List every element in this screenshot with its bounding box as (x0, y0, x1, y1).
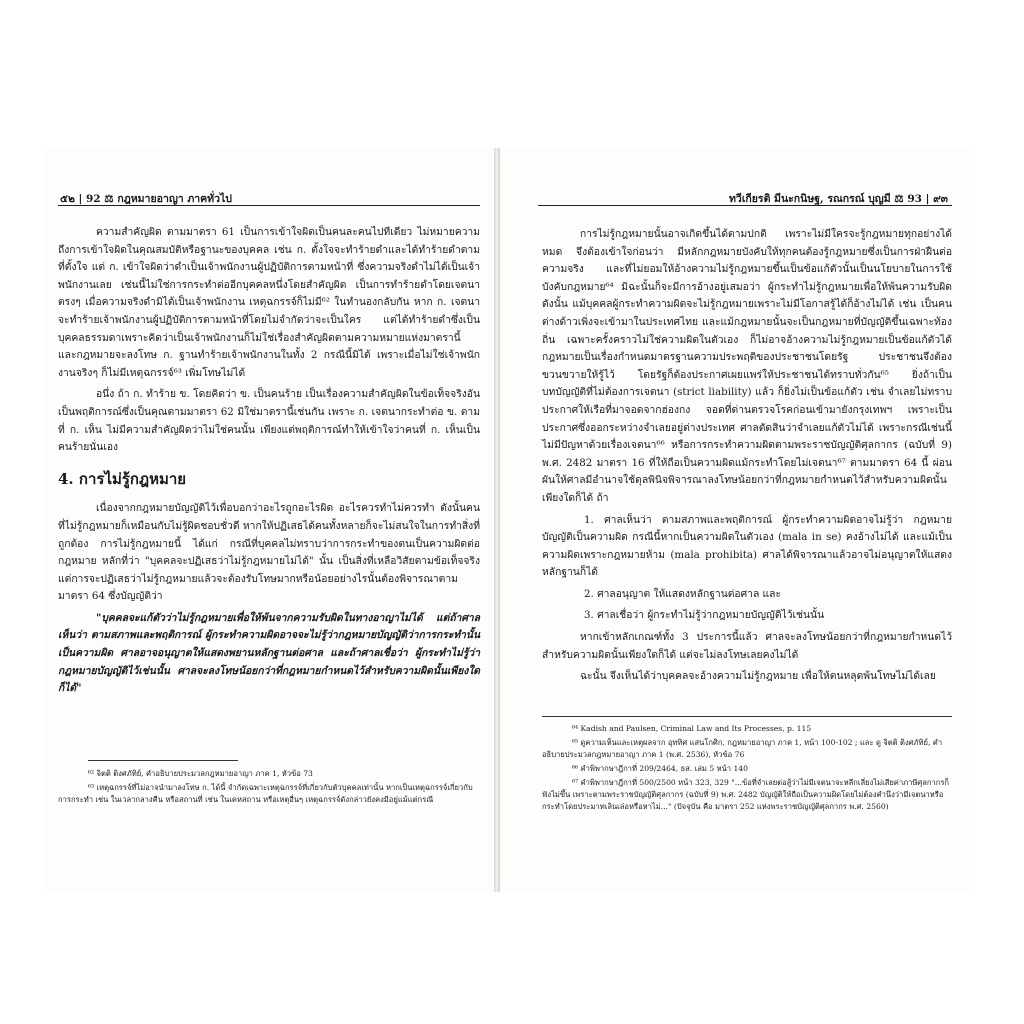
footnote: ⁶⁶ คำพิพากษาฎีกาที่ 209/2464, ธส. เล่ม 5 หน้า 140 (572, 764, 748, 773)
statute-quote: "บุคคลจะแก้ตัวว่าไม่รู้กฎหมายเพื่อให้พ้นจากความรับผิดในทางอาญาไม่ได้ แต่ถ้าศาลเห็นว่า ตามสภาพและพฤติการณ์ ผู้กระทำความผิดอาจจะไม่รู้ว่ากฎหมายบัญญัติว่าการกระทำนั้นเป็นความผิด ศาลอาจอนุญาตให้แสดงพยานหลักฐานต่อศาล และถ้าศาลเชื่อว่า ผู้กระทำไม่รู้ว่ากฎหมายบัญญัติไว้เช่นนั้น ศาลจะลงโทษน้อยกว่าที่กฎหมายกำหนดไว้สำหรับความผิดนั้นเพียงใดก็ได้" (58, 611, 480, 695)
footnote: ⁶³ เหตุฉกรรจ์ที่ไม่อาจนำมาลงโทษ ก. ได้นี้ จำกัดเฉพาะเหตุฉกรรจ์ที่เกี่ยวกับตัวบุคคลเท่านั้น หากเป็นเหตุฉกรรจ์เกี่ยวกับการกระทำ เช่น ในเวลากลางคืน หรือสถานที่ เช่น ในเคหสถาน หรือเหตุอื่นๆ เหตุฉกรรจ์ดังกล่าวยังคงมีอยู่แม้แต่กรณี (58, 783, 473, 804)
left-body (58, 224, 480, 702)
right-footnotes (542, 723, 952, 815)
footnote-rule (88, 760, 238, 761)
list-item: 3. ศาลเชื่อว่า ผู้กระทำไม่รู้ว่ากฎหมายบัญญัติไว้เช่นนั้น (584, 609, 825, 622)
section-title: 4. การไม่รู้กฎหมาย (58, 469, 187, 488)
right-page (500, 148, 970, 892)
list-item: 1. ศาลเห็นว่า ตามสภาพและพฤติการณ์ ผู้กระทำความผิดอาจไม่รู้ว่า กฎหมายบัญญัติเป็นความผิด กรณีนี้หากเป็นความผิดในตัวเอง (mala in se) คงอ้างไม่ได้ และแม้เป็นความผิดเพราะกฎหมายห้าม (mala prohibita) ศาลได้พิจารณาแล้วอาจไม่อนุญาตให้แสดงหลักฐานก็ได้ (542, 513, 952, 579)
left-footnotes (58, 768, 480, 808)
paragraph: ความสำคัญผิด ตามมาตรา 61 เป็นการเข้าใจผิดเป็นคนละคนไปทีเดียว ไม่หมายความถึงการเข้าใจผิดในคุณสมบัติหรือฐานะของบุคคล เช่น ก. ตั้งใจจะทำร้ายดำและได้ทำร้ายดำตามที่ตั้งใจ แต่ ก. เข้าใจผิดว่าดำเป็นเจ้าพนักงานผู้ปฏิบัติการตามหน้าที่ ซึ่งความจริงดำไม่ได้เป็นเจ้าพนักงานเลย เช่นนี้ไม่ใช่การกระทำต่ออีกบุคคลหนึ่งโดยสำคัญผิด เป็นการทำร้ายดำโดยเจตนาตรงๆ เมื่อความจริงดำมิได้เป็นเจ้าพนักงาน เหตุฉกรรจ์ก็ไม่มี⁶² ในทำนองกลับกัน หาก ก. เจตนาจะทำร้ายเจ้าพนักงานผู้ปฏิบัติการตามหน้าที่โดยไม่จำกัดว่าจะเป็นใคร แต่ได้ทำร้ายดำซึ่งเป็นบุคคลธรรมดาเพราะคิดว่าเป็นเจ้าพนักงานก็ไม่ใช่เรื่องสำคัญผิดตามความหมายแห่งมาตรานี้ และกฎหมายจะลงโทษ ก. ฐานทำร้ายเจ้าพนักงานในทั้ง 2 กรณีนี้มิได้ เพราะเมื่อไม่ใช่เจ้าพนักงานจริงๆ ก็ไม่มีเหตุฉกรรจ์⁶³ เพิ่มโทษไม่ได้ (58, 226, 480, 379)
list-item: 2. ศาลอนุญาต ให้แสดงหลักฐานต่อศาล และ (584, 587, 781, 600)
book-spread (0, 148, 1024, 892)
left-page (44, 148, 494, 892)
left-running-head: ๕๒ | 92 ⚖ กฎหมายอาญา ภาคทั่วไป (60, 193, 232, 205)
header-rule (538, 205, 952, 206)
paragraph: การไม่รู้กฎหมายนั้นอาจเกิดขึ้นได้ตามปกติ เพราะไม่มีใครจะรู้กฎหมายทุกอย่างได้หมด จึงต้องเข้าใจก่อนว่า มีหลักกฎหมายบังคับให้ทุกคนต้องรู้กฎหมายซึ่งเป็นการฝ่าฝืนต่อความจริง และที่ไม่ยอมให้อ้างความไม่รู้กฎหมายขึ้นเป็นข้อแก้ตัวนั้นเป็นนโยบายในการใช้บังคับกฎหมาย⁶⁴ มิฉะนั้นก็จะมีการอ้างอยู่เสมอว่า ผู้กระทำไม่รู้กฎหมายเพื่อให้พ้นความรับผิด ดังนั้น แม้บุคคลผู้กระทำความผิดจะไม่รู้กฎหมายเพราะไม่มีโอกาสรู้ได้ก็อ้างไม่ได้ เช่น เป็นคนต่างด้าวเพิ่งจะเข้ามาในประเทศไทย และแม้กฎหมายนั้นจะเป็นกฎหมายที่บัญญัติขึ้นเฉพาะท้องถิ่น เฉพาะครั้งคราวไม่ใช่ความผิดในตัวเอง ก็ไม่อาจอ้างความไม่รู้กฎหมายเป็นข้อแก้ตัวได้ กฎหมายเป็นเรื่องกำหนดมาตรฐานความประพฤติของประชาชนโดยรัฐ ประชาชนจึงต้องขวนขวายให้รู้ไว้ โดยรัฐก็ต้องประกาศเผยแพร่ให้ประชาชนได้ทราบทั่วกัน⁶⁵ ยิ่งถ้าเป็นบทบัญญัติที่ไม่ต้องการเจตนา (strict liability) แล้ว ก็ยิ่งไม่เป็นข้อแก้ตัว เช่น จำเลยไม่ทราบประกาศให้เรือที่มาจอดจากฮ่องกง จอดที่ด่านตรวจโรคก่อนเข้ามายังกรุงเทพฯ เพราะเป็นประกาศซึ่งออกระหว่างจำเลยอยู่ต่างประเทศ ศาลตัดสินว่าจำเลยแก้ตัวไม่ได้ เพราะกรณีเช่นนี้ไม่มีปัญหาด้วยเรื่องเจตนา⁶⁶ หรือการกระทำความผิดตามพระราชบัญญัติศุลกากร (ฉบับที่ 9) พ.ศ. 2482 มาตรา 16 ที่ให้ถือเป็นความผิดแม้กระทำโดยไม่เจตนา⁶⁷ ตามมาตรา 64 นี้ ผ่อนผันให้ศาลมีอำนาจใช้ดุลพินิจพิจารณาลงโทษน้อยกว่าที่กฎหมายกำหนดไว้สำหรับความผิดนั้นเพียงใดก็ได้ ถ้า (542, 228, 952, 504)
right-running-head: ทวีเกียรติ มีนะกนิษฐ, รณกรณ์ บุญมี ⚖ 93 | ๙๓ (729, 193, 948, 205)
footnote-rule (542, 716, 952, 717)
footnote: ⁶⁷ คำพิพากษาฎีกาที่ 500/2500 หน้า 323, 329 "...ข้อที่จำเลยต่อสู้ว่าไม่มีเจตนาจะหลีกเลี่ยงไม่เสียค่าภาษีศุลกากรก็ฟังไม่ขึ้น เพราะตามพระราชบัญญัติศุลกากร (ฉบับที่ 9) พ.ศ. 2482 บัญญัติให้ถือเป็นความผิดโดยไม่ต้องคำนึงว่ามีเจตนาหรือกระทำโดยประมาทเลินเล่อหรือหาไม่..." (ปัจจุบัน คือ มาตรา 252 แห่งพระราชบัญญัติศุลกากร พ.ศ. 2560) (542, 778, 950, 811)
paragraph: หากเข้าหลักเกณฑ์ทั้ง 3 ประการนี้แล้ว ศาลจะลงโทษน้อยกว่าที่กฎหมายกำหนดไว้สำหรับความผิดนั้นเพียงใดก็ได้ แต่จะไม่ลงโทษเลยคงไม่ได้ (542, 631, 952, 661)
paragraph: ฉะนั้น จึงเห็นได้ว่าบุคคลจะอ้างความไม่รู้กฎหมาย เพื่อให้ตนหลุดพ้นโทษไม่ได้เลย (580, 670, 936, 683)
paragraph: อนึ่ง ถ้า ก. ทำร้าย ข. โดยคิดว่า ข. เป็นคนร้าย เป็นเรื่องความสำคัญผิดในข้อเท็จจริงอันเป็นพฤติการณ์ซึ่งเป็นคุณตามมาตรา 62 มิใช่มาตรานี้เช่นกัน เพราะ ก. เจตนากระทำต่อ ข. ตามที่ ก. เห็น ไม่มีความสำคัญผิดว่าไม่ใช่คนนั้น เพียงแต่พฤติการณ์ทำให้เข้าใจว่าคนที่ ก. เห็นเป็นคนร้ายนั่นเอง (58, 388, 480, 454)
section-paragraph: เนื่องจากกฎหมายบัญญัติไว้เพื่อบอกว่าอะไรถูกอะไรผิด อะไรควรทำไม่ควรทำ ดังนั้นคนที่ไม่รู้กฎหมายก็เหมือนกับไม่รู้ผิดชอบชั่วดี หากให้ปฏิเสธได้คนทั้งหลายก็จะไม่สนใจในการทำสิ่งที่ถูกต้อง การไม่รู้กฎหมายนี้ ได้แก่ กรณีที่บุคคลไม่ทราบว่าการกระทำของตนเป็นความผิดต่อกฎหมาย หลักที่ว่า "บุคคลจะปฏิเสธว่าไม่รู้กฎหมายไม่ได้" นั้น เป็นสิ่งที่เหลือวิสัยตามข้อเท็จจริงแต่การจะปฏิเสธว่าไม่รู้กฎหมายแล้วจะต้องรับโทษมากหรือน้อยอย่างไรนั้นต้องพิจารณาตามมาตรา 64 ซึ่งบัญญัติว่า (58, 502, 480, 603)
header-rule (58, 205, 480, 206)
footnote: ⁶⁵ ดูความเห็นและเหตุผลจาก อุททิศ แสนโกศิก, กฎหมายอาญา ภาค 1, หน้า 100-102 ; และ ดู จิตติ ติงศภัทิย์, คำอธิบายประมวลกฎหมายอาญา ภาค 1 (พ.ศ. 2536), หัวข้อ 76 (542, 738, 943, 759)
right-body (542, 226, 952, 690)
footnote: ⁶⁴ Kadish and Paulsen, Criminal Law and Its Processes, p. 115 (572, 724, 812, 733)
footnote: ⁶² จิตติ ติงศภัทิย์, คำอธิบายประมวลกฎหมายอาญา ภาค 1, หัวข้อ 73 (88, 769, 313, 778)
